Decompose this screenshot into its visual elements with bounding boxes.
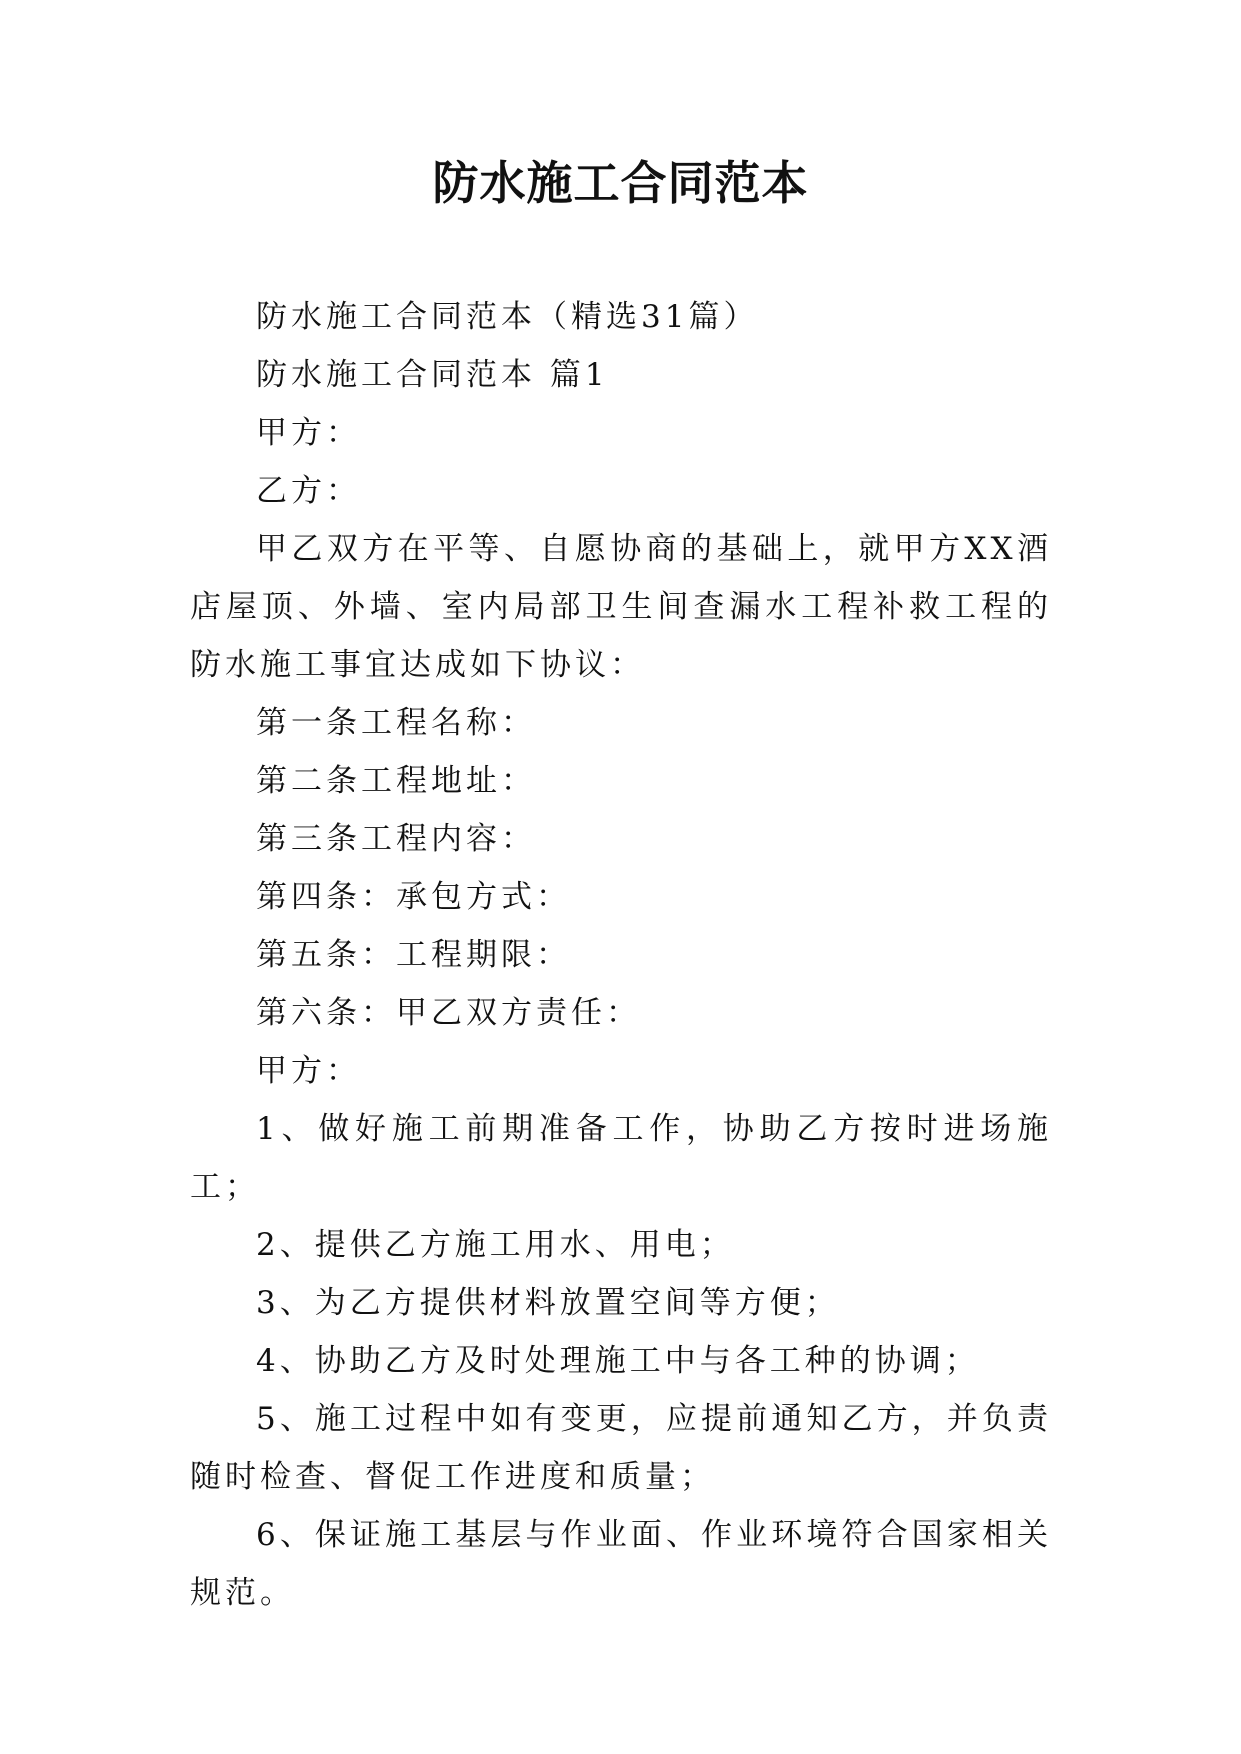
paragraph-article-6: 第六条：甲乙双方责任： <box>256 995 641 1031</box>
paragraph-preamble: 甲乙双方在平等、自愿协商的基础上，就甲方XX酒店屋顶、外墙、室内局部卫生间查漏水工程补救工程的防水施工事宜达成如下协议： <box>190 531 1052 683</box>
list-item-1: 1、做好施工前期准备工作，协助乙方按时进场施工； <box>190 1111 1052 1205</box>
document-body <box>190 288 1052 1622</box>
paragraph-party-b: 乙方： <box>256 473 361 509</box>
paragraph-article-5: 第五条：工程期限： <box>256 937 571 973</box>
list-item-2: 2、提供乙方施工用水、用电； <box>256 1227 735 1263</box>
paragraph-party-a: 甲方： <box>256 415 361 451</box>
paragraph-article-2: 第二条工程地址： <box>256 763 536 799</box>
paragraph-party-a-duties: 甲方： <box>256 1053 361 1089</box>
list-item-4: 4、协助乙方及时处理施工中与各工种的协调； <box>256 1343 980 1379</box>
paragraph-article-1: 第一条工程名称： <box>256 705 536 741</box>
paragraph-subtitle: 防水施工合同范本（精选31篇） <box>256 299 759 335</box>
paragraph-section-heading: 防水施工合同范本 篇1 <box>256 357 609 393</box>
paragraph-article-4: 第四条：承包方式： <box>256 879 571 915</box>
document-title: 防水施工合同范本 <box>432 156 809 210</box>
list-item-3: 3、为乙方提供材料放置空间等方便； <box>256 1285 840 1321</box>
list-item-5: 5、施工过程中如有变更，应提前通知乙方，并负责随时检查、督促工作进度和质量； <box>190 1401 1052 1495</box>
paragraph-article-3: 第三条工程内容： <box>256 821 536 857</box>
list-item-6: 6、保证施工基层与作业面、作业环境符合国家相关规范。 <box>190 1517 1052 1611</box>
